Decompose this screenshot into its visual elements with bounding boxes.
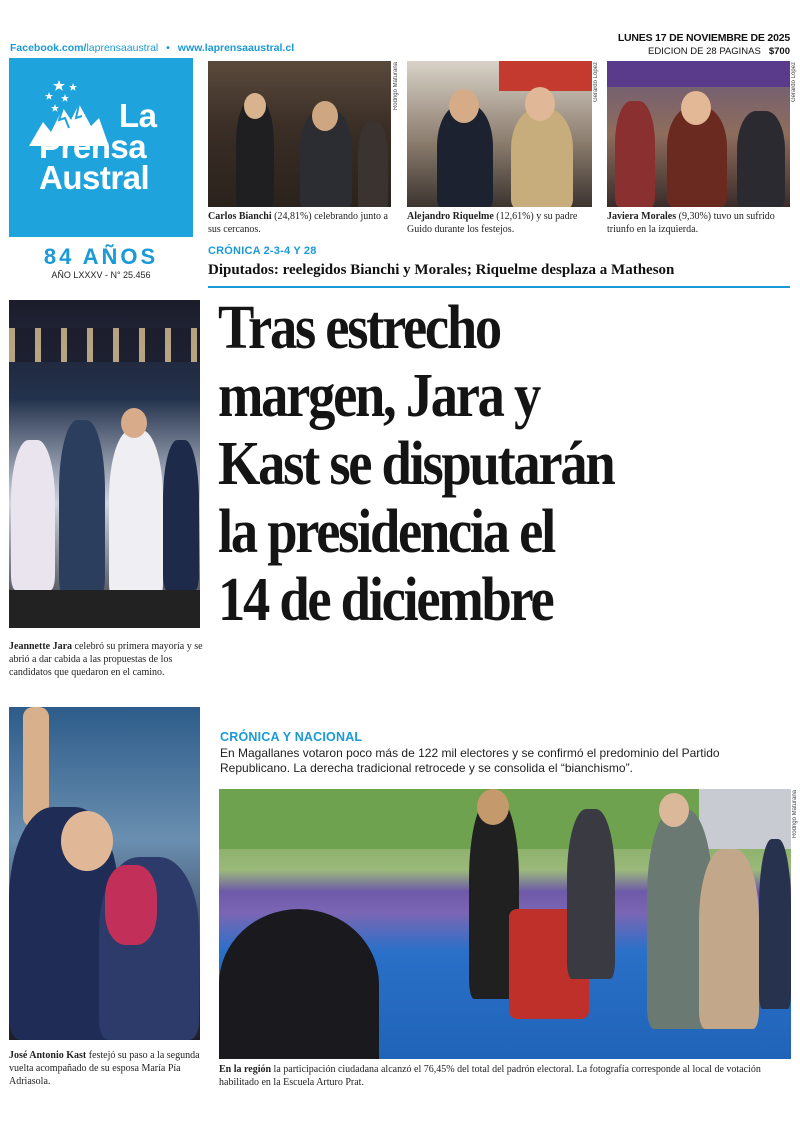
issue-number: AÑO LXXXV - N° 25.456 <box>51 270 151 280</box>
photo-caption: José Antonio Kast festejó su paso a la segunda vuelta acompañado de su esposa María Pía Adriasola. <box>9 1050 200 1087</box>
edition-info: EDICION DE 28 PAGINAS $700 <box>648 46 790 57</box>
masthead-links: Facebook.com/laprensaaustral • www.laprensaaustral.cl <box>10 42 295 54</box>
newspaper-logo <box>9 58 193 237</box>
divider <box>208 286 790 288</box>
date-block <box>618 32 790 57</box>
photo-bianchi <box>208 61 391 207</box>
issue-date: LUNES 17 DE NOVIEMBRE DE 2025 <box>617 32 790 44</box>
section-label: CRÓNICA Y NACIONAL <box>220 730 363 744</box>
photo-credit: Gerardo López <box>593 62 599 103</box>
photo-caption: Jeannette Jara celebró su primera mayoría y se abrió a dar cabida a las propuestas de los candidatos que quedaron en el camino. <box>9 641 203 678</box>
photo-caption: Carlos Bianchi (24,81%) celebrando junto a sus cercanos. <box>208 211 388 235</box>
photo-jara <box>9 300 200 628</box>
photo-caption: Javiera Morales (9,30%) tuvo un sufrido triunfo en la izquierda. <box>607 211 775 235</box>
photo-caption: Alejandro Riquelme (12,61%) y su padre Guido durante los festejos. <box>407 211 578 235</box>
anniversary-years: 84 AÑOS <box>43 244 159 269</box>
main-headline[interactable]: Tras estrecho margen, Jara y Kast se disputarán la presidencia el 14 de diciembre <box>218 294 614 634</box>
facebook-link[interactable]: Facebook.com/laprensaaustral <box>10 42 159 54</box>
photo-morales <box>607 61 790 207</box>
photo-kast <box>9 707 200 1040</box>
photo-credit: Gerardo López <box>791 62 797 103</box>
photo-voting-center <box>219 789 791 1059</box>
price: $700 <box>768 46 790 57</box>
website-link[interactable]: www.laprensaaustral.cl <box>177 42 295 54</box>
photo-credit: Rodrigo Maturana <box>792 790 798 839</box>
logo-wordmark: La Prensa Austral <box>39 97 157 196</box>
photo-credit: Rodrigo Maturana <box>393 62 399 111</box>
top-story-headline[interactable]: Diputados: reelegidos Bianchi y Morales; Riquelme desplaza a Matheson <box>208 262 675 278</box>
photo-riquelme <box>407 61 592 207</box>
story-deck: En Magallanes votaron poco más de 122 mil electores y se confirmó el predominio del Partido Republicano. La derecha tradicional retrocede y se consolida el “bianchismo”. <box>220 746 720 775</box>
photo-caption: En la región la participación ciudadana alcanzó el 76,45% del total del padrón electoral. La fotografía corresponde al local de votación habilitado en la Escuela Arturo Prat. <box>219 1064 761 1088</box>
section-label: CRÓNICA 2-3-4 Y 28 <box>208 245 317 257</box>
